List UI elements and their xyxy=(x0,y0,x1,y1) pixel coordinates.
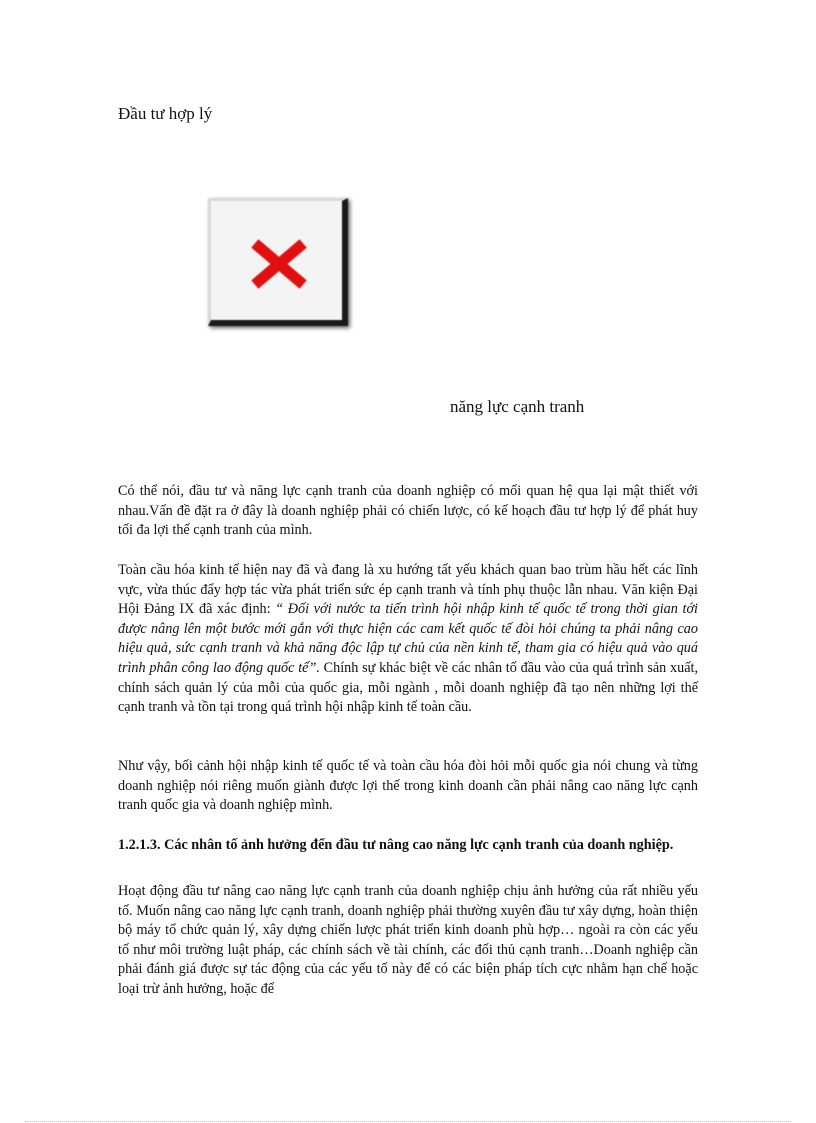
quote-text: “ Đối với nước ta tiến trình hội nhập kinh tế quốc tế trong thời gian tới được nâng lên một bước mới gắn với thực hiện các cam kết quốc tế đòi hỏi chúng ta phải nâng cao hiệu quả, sức cạnh tranh và khả năng độc lập tự chủ của nền kinh tế, tham gia có hiệu quả vào quá trình phân công lao động quốc tế”. xyxy=(118,601,698,676)
paragraph-lead: Toàn cầu hóa kinh tế hiện nay đã và đang là xu hướng tất yếu khách quan bao trùm hầu hết các lĩnh vực, vừa thúc đẩy hợp tác vừa phát triển sức ép cạnh tranh và tính phụ thuộc lẫn nhau. Văn kiện Đại Hội Đảng IX đã xác định: xyxy=(118,562,698,618)
paragraph-tail: Chính sự khác biệt về các nhân tố đầu vào của quá trình sản xuất, chính sách quản lý của mỗi của quốc gia, mỗi ngành , mỗi doanh nghiệp đã tạo nên những lợi thế cạnh tranh và tồn tại trong quá trình hội nhập kinh tế toàn cầu. xyxy=(118,659,699,716)
paragraph-globalization xyxy=(118,561,698,718)
paragraph-factors: Hoạt động đầu tư nâng cao năng lực cạnh tranh của doanh nghiệp chịu ảnh hưởng của rất nhiều yếu tố. Muốn nâng cao năng lực cạnh tranh, doanh nghiệp phải thường xuyên đầu tư xây dựng, hoàn thiện bộ máy tổ chức quản lý, xây dựng chiến lược phát triển kinh doanh phù hợp… ngoài ra còn các yếu tố như môi trường luật pháp, các chính sách về tài chính, các đối thủ cạnh tranh…Doanh nghiệp cần phải đánh giá được sự tác động của các yếu tố này để có các biện pháp tích cực nhằm hạn chế hoặc loại trừ ảnh hưởng, hoặc để xyxy=(118,883,698,997)
broken-image-x-icon xyxy=(249,239,309,289)
paragraph-intro: Có thể nói, đầu tư và năng lực cạnh tranh của doanh nghiệp có mối quan hệ qua lại mật thiết với nhau.Vấn đề đặt ra ở đây là doanh nghiệp phải có chiến lược, có kế hoạch đầu tư hợp lý để phát huy tối đa lợi thế cạnh tranh của mình. xyxy=(118,483,698,539)
image-caption: năng lực cạnh tranh xyxy=(450,397,585,416)
page-bottom-border xyxy=(25,1121,791,1122)
page-title: Đầu tư hợp lý xyxy=(118,104,213,123)
broken-image-placeholder xyxy=(208,198,348,326)
paragraph-context: Như vậy, bối cảnh hội nhập kinh tế quốc tế và toàn cầu hóa đòi hỏi mỗi quốc gia nói chung và từng doanh nghiệp nói riêng muốn giành được lợi thế trong kinh doanh cần phải nâng cao năng lực cạnh tranh quốc gia và doanh nghiệp mình. xyxy=(118,758,698,814)
section-heading: 1.2.1.3. Các nhân tố ảnh hưởng đến đầu tư nâng cao năng lực cạnh tranh của doanh nghiệp. xyxy=(118,837,674,853)
